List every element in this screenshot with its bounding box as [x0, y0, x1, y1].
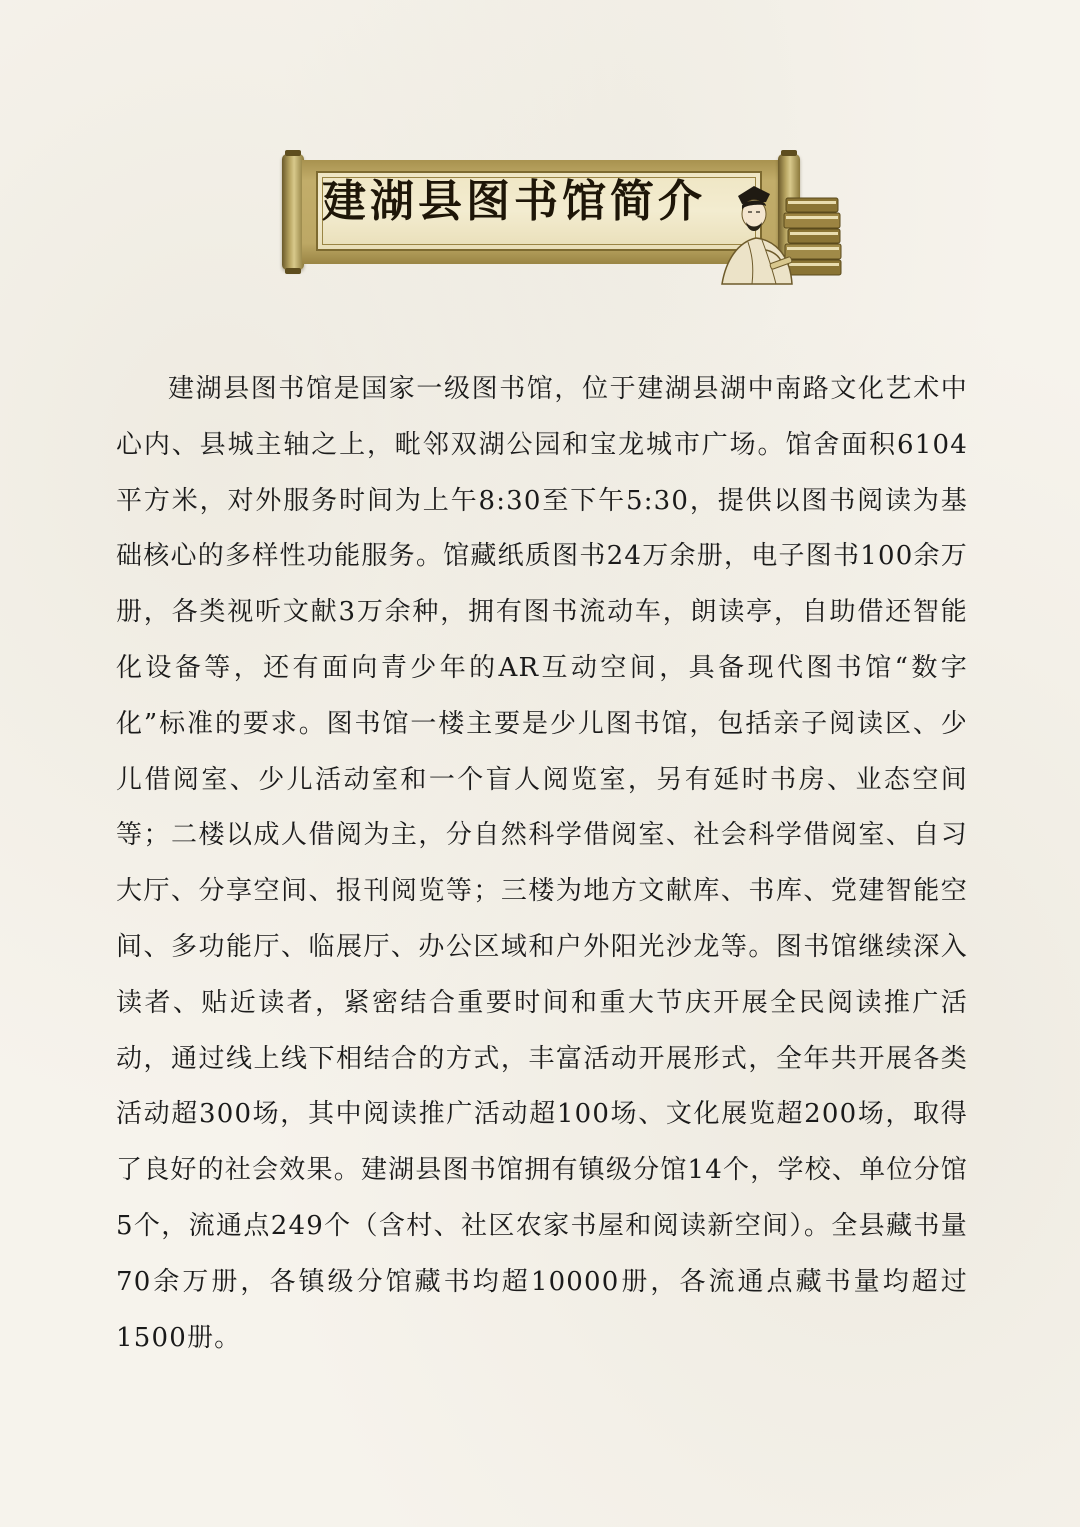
scroll-roller-left: [282, 154, 304, 270]
intro-paragraph: 建湖县图书馆是国家一级图书馆，位于建湖县湖中南路文化艺术中心内、县城主轴之上，毗邻双湖公园和宝龙城市广场。馆舍面积6104平方米，对外服务时间为上午8:30至下午5:30，提供以图书阅读为基础核心的多样性功能服务。馆藏纸质图书24万余册，电子图书100余万册，各类视听文献3万余种，拥有图书流动车，朗读亭，自助借还智能化设备等，还有面向青少年的AR互动空间，具备现代图书馆“数字化”标准的要求。图书馆一楼主要是少儿图书馆，包括亲子阅读区、少儿借阅室、少儿活动室和一个盲人阅览室，另有延时书房、业态空间等；二楼以成人借阅为主，分自然科学借阅室、社会科学借阅室、自习大厅、分享空间、报刊阅览等；三楼为地方文献库、书库、党建智能空间、多功能厅、临展厅、办公区域和户外阳光沙龙等。图书馆继续深入读者、贴近读者，紧密结合重要时间和重大节庆开展全民阅读推广活动，通过线上线下相结合的方式，丰富活动开展形式，全年共开展各类活动超300场，其中阅读推广活动超100场、文化展览超200场，取得了良好的社会效果。建湖县图书馆拥有镇级分馆14个，学校、单位分馆5个，流通点249个（含村、社区农家书屋和阅读新空间）。全县藏书量70余万册，各镇级分馆藏书均超10000册，各流通点藏书量均超过1500册。: [116, 374, 968, 1353]
title-scroll-banner: [280, 152, 840, 292]
scholar-with-books-illustration: [708, 180, 848, 292]
book-stack-icon: [784, 198, 841, 275]
page-title: 建湖县图书馆简介: [322, 176, 706, 227]
scholar-figure-icon: [722, 186, 792, 284]
